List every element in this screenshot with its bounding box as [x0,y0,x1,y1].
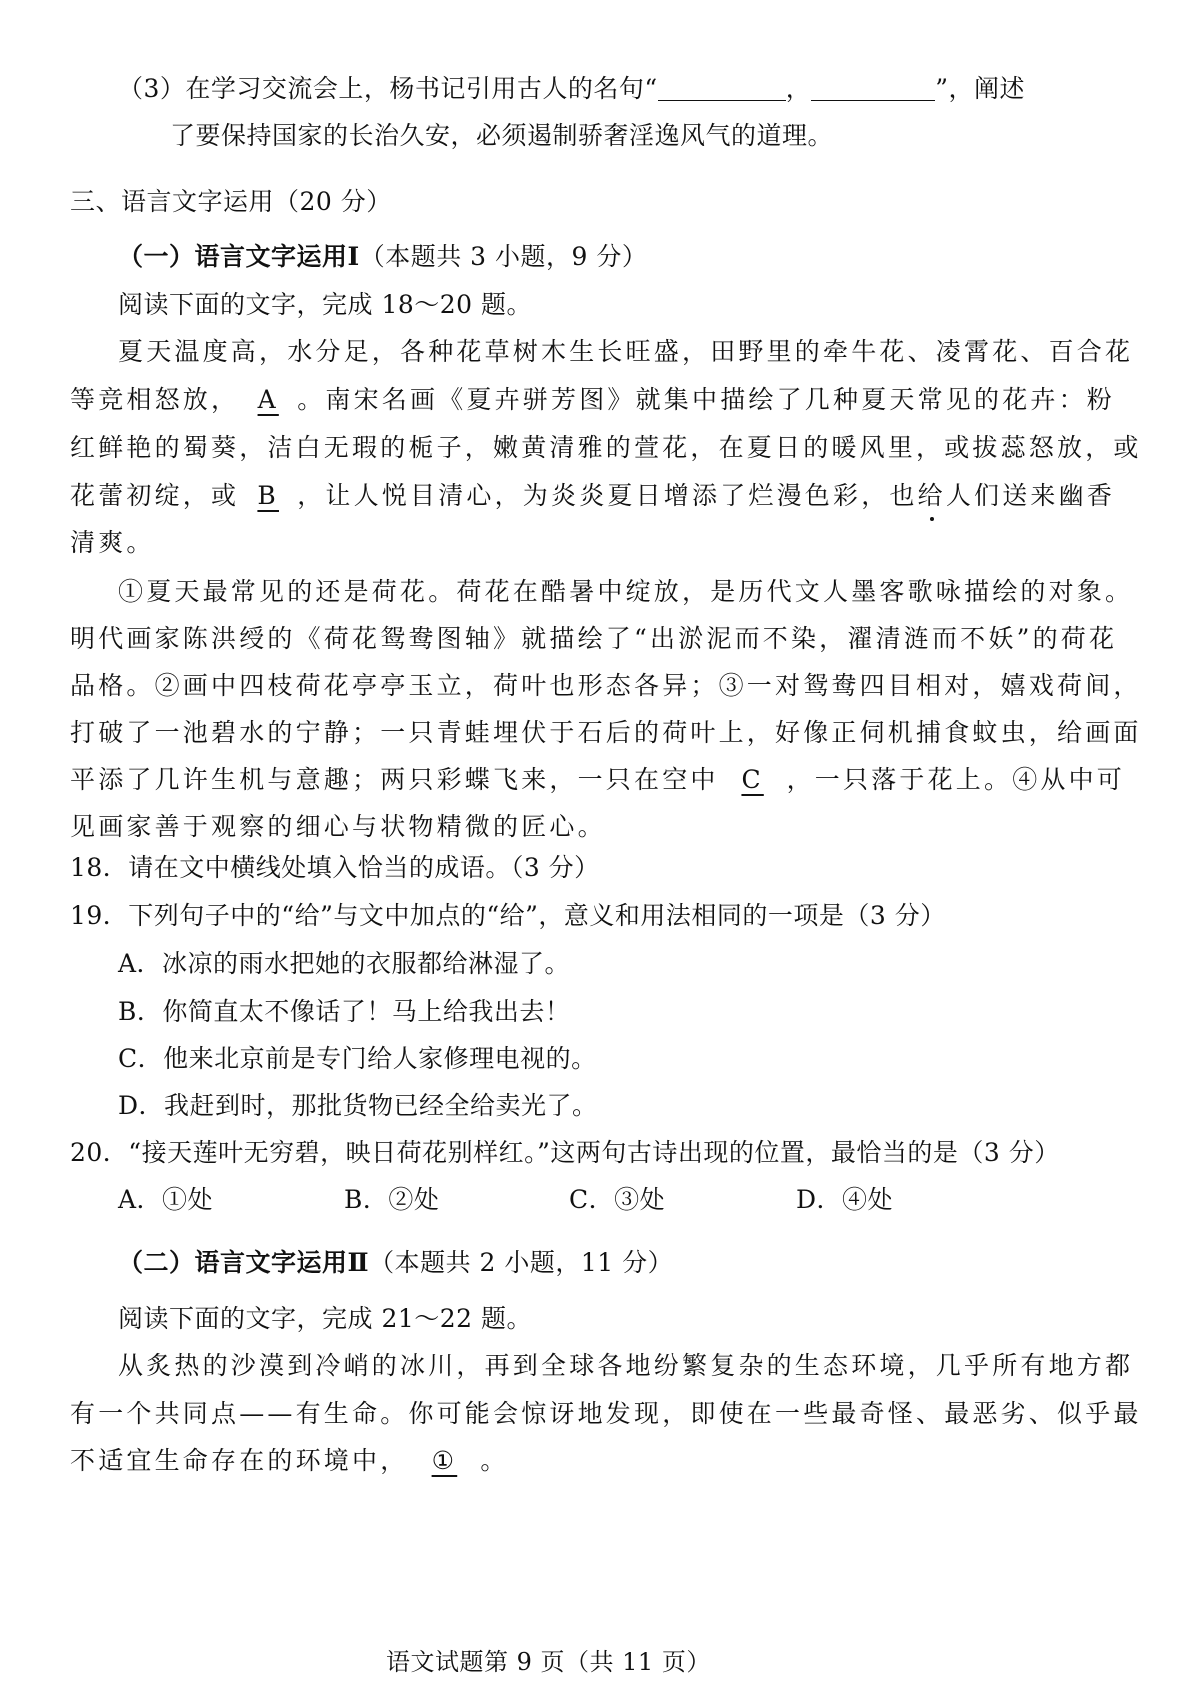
blank-b[interactable]: B [257,481,279,510]
part2-heading [118,1246,673,1280]
part2-title: （二）语言文字运用Ⅱ [118,1248,370,1277]
passage3-line2: 有一个共同点——有生命。你可能会惊讶地发现，即使在一些最奇怪、最恶劣、似乎最 [70,1399,1142,1428]
q17-blank-1[interactable] [658,76,786,101]
question-20-stem: 20．“接天莲叶无穷碧，映日荷花别样红。”这两句古诗出现的位置，最恰当的是（3 分） [70,1138,1060,1167]
passage2-line1: ①夏天最常见的还是荷花。荷花在酷暑中绽放，是历代文人墨客歌咏描绘的对象。 [118,577,1134,606]
blank-a[interactable]: A [257,385,279,414]
passage1-line2: 等竞相怒放， A 。南宋名画《夏卉骈芳图》就集中描绘了几种夏天常见的花卉：粉 [70,383,1115,417]
q20-option-d[interactable]: D．④处 [796,1185,894,1214]
q20-option-b[interactable]: B．②处 [344,1185,440,1214]
passage1-line5: 清爽。 [70,528,155,557]
part2-intro: 阅读下面的文字，完成 21～22 题。 [118,1304,533,1333]
passage3-line1: 从炙热的沙漠到冷峭的冰川，再到全球各地纷繁复杂的生态环境，几乎所有地方都 [118,1351,1134,1380]
passage1-line3: 红鲜艳的蜀葵，洁白无瑕的栀子，嫩黄清雅的萱花，在夏日的暖风里，或拔蕊怒放，或 [70,433,1142,462]
question-18: 18．请在文中横线处填入恰当的成语。（3 分） [70,853,600,882]
passage2-line4: 打破了一池碧水的宁静；一只青蛙埋伏于石后的荷叶上，好像正伺机捕食蚊虫，给画面 [70,718,1142,747]
passage3-line3: 不适宜生命存在的环境中， ① 。 [70,1444,509,1478]
passage1-line4: 花蕾初绽，或 B ，让人悦目清心，为炎炎夏日增添了烂漫色彩，也给人们送来幽香 [70,479,1115,513]
page-footer: 语文试题第 9 页（共 11 页） [386,1648,711,1676]
passage2-line3: 品格。②画中四枝荷花亭亭玉立，荷叶也形态各异；③一对鸳鸯四目相对，嬉戏荷间， [70,671,1142,700]
q17-part3-line2: 了要保持国家的长治久安，必须遏制骄奢淫逸风气的道理。 [170,121,834,150]
blank-1[interactable]: ① [431,1446,458,1475]
section-title: 三、语言文字运用（20 分） [70,187,392,216]
part1-info: （本题共 3 小题，9 分） [359,242,648,271]
part1-heading [118,240,647,274]
question-19-stem: 19．下列句子中的“给”与文中加点的“给”，意义和用法相同的一项是（3 分） [70,901,946,930]
passage2-line6: 见画家善于观察的细心与状物精微的匠心。 [70,812,606,841]
passage1-line1: 夏天温度高，水分足，各种花草树木生长旺盛，田野里的牵牛花、凌霄花、百合花 [118,337,1134,366]
part2-info: （本题共 2 小题，11 分） [369,1248,674,1277]
passage2-line5: 平添了几许生机与意趣；两只彩蝶飞来，一只在空中 C ，一只落于花上。④从中可 [70,763,1125,797]
q20-option-a[interactable]: A．①处 [118,1185,214,1214]
q19-option-c[interactable]: C．他来北京前是专门给人家修理电视的。 [118,1044,597,1073]
q19-option-a[interactable]: A．冰凉的雨水把她的衣服都给淋湿了。 [118,949,571,978]
q19-option-d[interactable]: D．我赶到时，那批货物已经全给卖光了。 [118,1091,598,1120]
dotted-character: 给 [918,479,946,513]
q20-option-c[interactable]: C．③处 [569,1185,666,1214]
q17-part3-line1: （3）在学习交流会上，杨书记引用古人的名句“ ， ”，阐述 [118,74,1025,103]
q17-blank-2[interactable] [811,76,935,101]
passage2-line2: 明代画家陈洪绶的《荷花鸳鸯图轴》就描绘了“出淤泥而不染，濯清涟而不妖”的荷花 [70,624,1118,653]
part1-intro: 阅读下面的文字，完成 18～20 题。 [118,290,533,319]
q19-option-b[interactable]: B．你简直太不像话了！马上给我出去！ [118,997,571,1026]
part1-title: （一）语言文字运用Ⅰ [118,242,360,271]
blank-c[interactable]: C [741,765,764,794]
